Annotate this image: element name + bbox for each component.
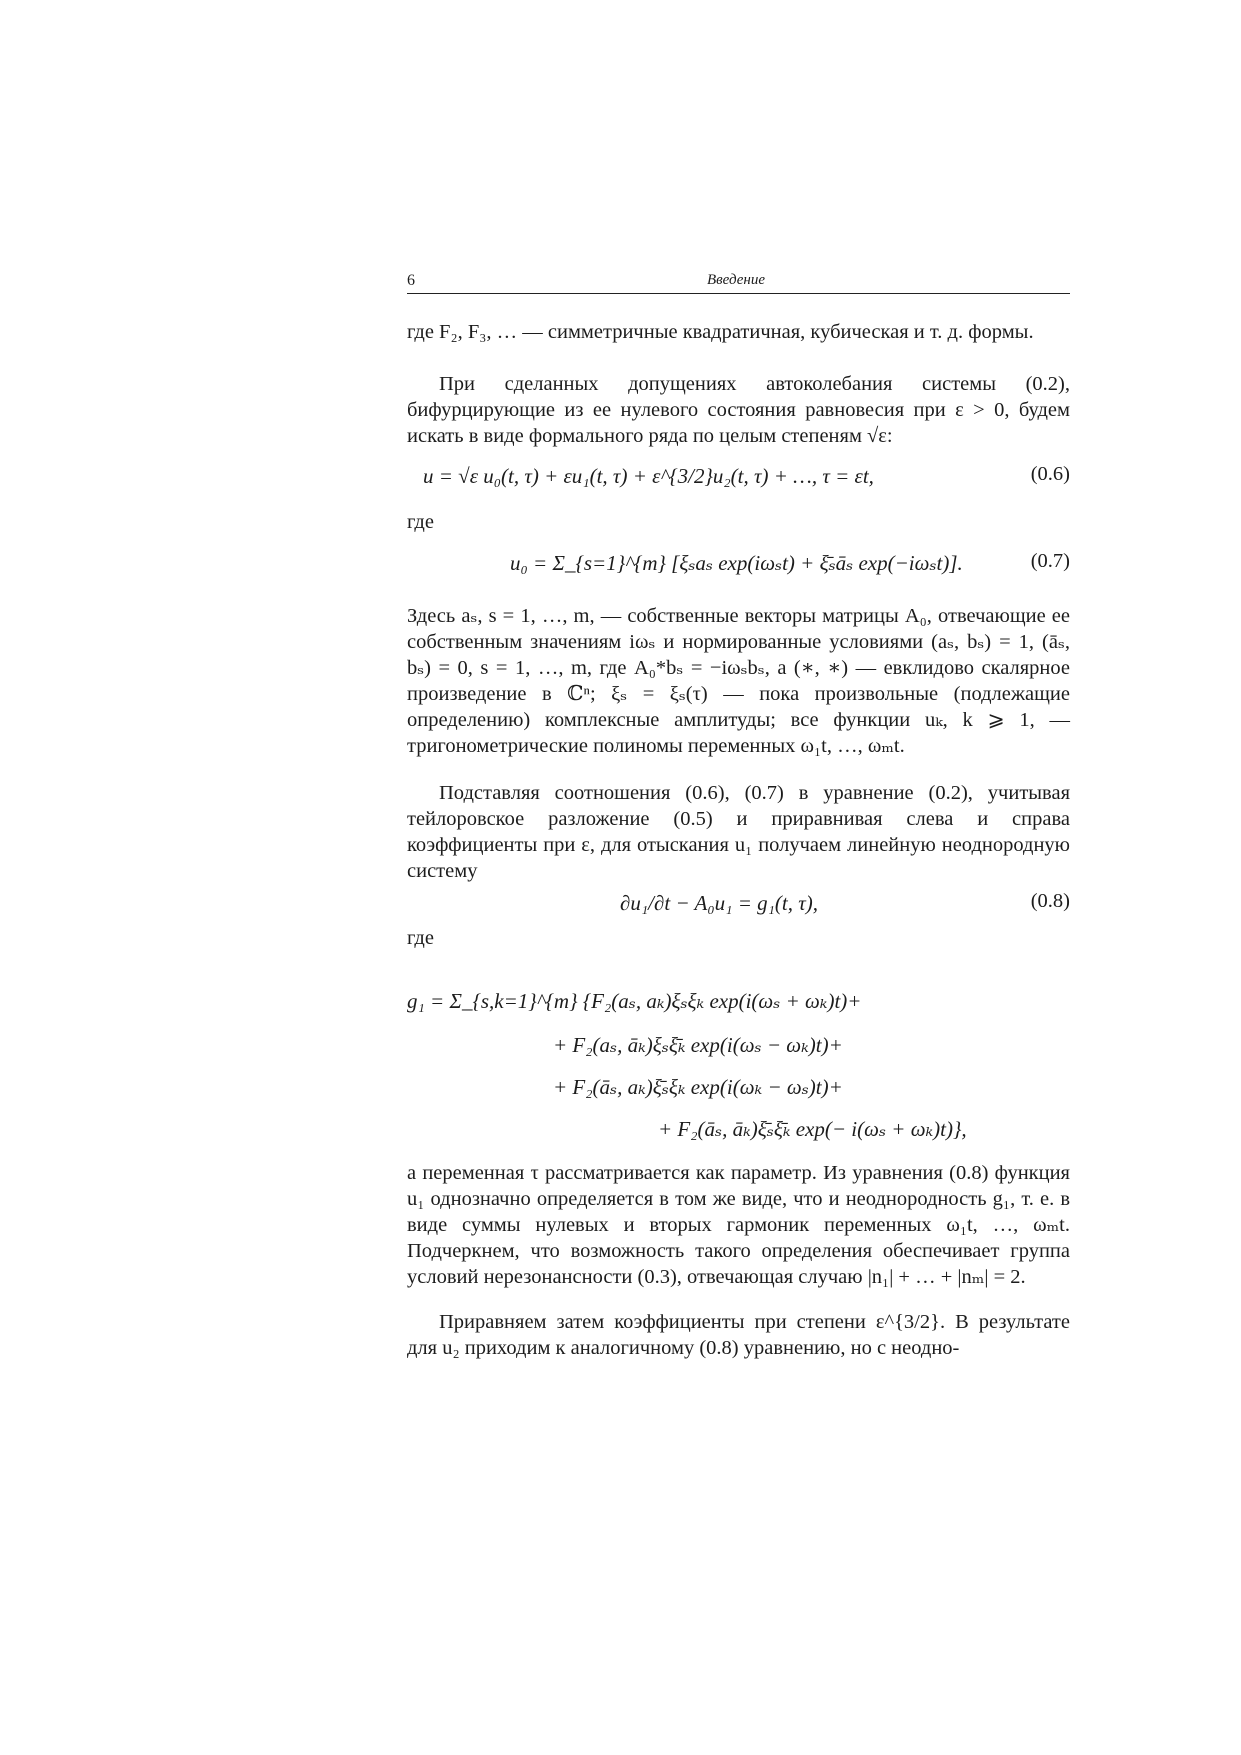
paragraph-next-power [407, 1309, 1070, 1361]
paragraph-where-2 [407, 925, 1070, 951]
paragraph-tau-parameter [407, 1160, 1070, 1290]
equation-g1-line-2: + F₂(aₛ, āₖ)ξₛξ̄ₖ exp(i(ωₛ − ωₖ)t)+ [553, 1033, 843, 1057]
equation-number-0-8: (0.8) [1030, 890, 1070, 912]
paragraph-text: а переменная τ рассматривается как параметр. Из уравнения (0.8) функция u₁ однозначно определяется в том же виде, что и неоднородность g₁, т. е. в виде суммы нулевых и вторых гармоник переменных ω₁t, …, ωₘt. Подчеркнем, что возможность такого определения обеспечивает группа условий нерезонансности (0.3), отвечающая случаю |n₁| + … + |nₘ| = 2. [407, 1162, 1070, 1288]
equation-g1-line-3: + F₂(āₛ, aₖ)ξ̄ₛξₖ exp(i(ωₖ − ωₛ)t)+ [553, 1075, 843, 1099]
paragraph-where-1 [407, 509, 1070, 535]
equation-0-6: u = √ε u₀(t, τ) + εu₁(t, τ) + ε^{3/2}u₂(t, τ) + …, τ = εt, [423, 464, 874, 488]
paragraph-text: где [407, 927, 434, 949]
running-title: Введение [707, 272, 765, 288]
paragraph-eigenvectors [407, 603, 1070, 759]
equation-g1-line-1: g₁ = Σ_{s,k=1}^{m} {F₂(aₛ, aₖ)ξₛξₖ exp(i(ωₛ + ωₖ)t)+ [407, 989, 862, 1013]
paragraph-substitution [407, 780, 1070, 884]
equation-0-7: u₀ = Σ_{s=1}^{m} [ξₛaₛ exp(iωₛt) + ξ̄ₛāₛ exp(−iωₛt)]. [510, 551, 963, 575]
paragraph-text: где [407, 511, 434, 533]
equation-0-8: ∂u₁/∂t − A₀u₁ = g₁(t, τ), [620, 891, 819, 915]
equation-number-0-7: (0.7) [1030, 550, 1070, 572]
paragraph-text: где F₂, F₃, … — симметричные квадратичная, кубическая и т. д. формы. [407, 321, 1034, 343]
paragraph-text: При сделанных допущениях автоколебания системы (0.2), бифурцирующие из ее нулевого состояния равновесия при ε > 0, будем искать в виде формального ряда по целым степеням √ε: [407, 373, 1070, 447]
paragraph-text: Подставляя соотношения (0.6), (0.7) в уравнение (0.2), учитывая тейлоровское разложение (0.5) и приравнивая слева и справа коэффициенты при ε, для отыскания u₁ получаем линейную неоднородную систему [407, 782, 1070, 882]
page-number: 6 [407, 272, 415, 289]
paragraph-forms [407, 319, 1070, 345]
header-rule [407, 293, 1070, 294]
equation-g1-line-4: + F₂(āₛ, āₖ)ξ̄ₛξ̄ₖ exp(− i(ωₛ + ωₖ)t)}, [658, 1117, 967, 1141]
paragraph-text: Приравняем затем коэффициенты при степени ε^{3/2}. В результате для u₂ приходим к аналогичному (0.8) уравнению, но с неодно- [407, 1311, 1070, 1359]
equation-number-0-6: (0.6) [1030, 463, 1070, 485]
paragraph-autooscillations [407, 371, 1070, 449]
paragraph-text: Здесь aₛ, s = 1, …, m, — собственные векторы матрицы A₀, отвечающие ее собственным значениям iωₛ и нормированные условиями (aₛ, bₛ) = 1, (āₛ, bₛ) = 0, s = 1, …, m, где A₀*bₛ = −iωₛbₛ, а (∗, ∗) — евклидово скалярное произведение в ℂⁿ; ξₛ = ξₛ(τ) — пока произвольные (подлежащие определению) комплексные амплитуды; все функции uₖ, k ⩾ 1, — тригонометрические полиномы переменных ω₁t, …, ωₘt. [407, 605, 1070, 757]
